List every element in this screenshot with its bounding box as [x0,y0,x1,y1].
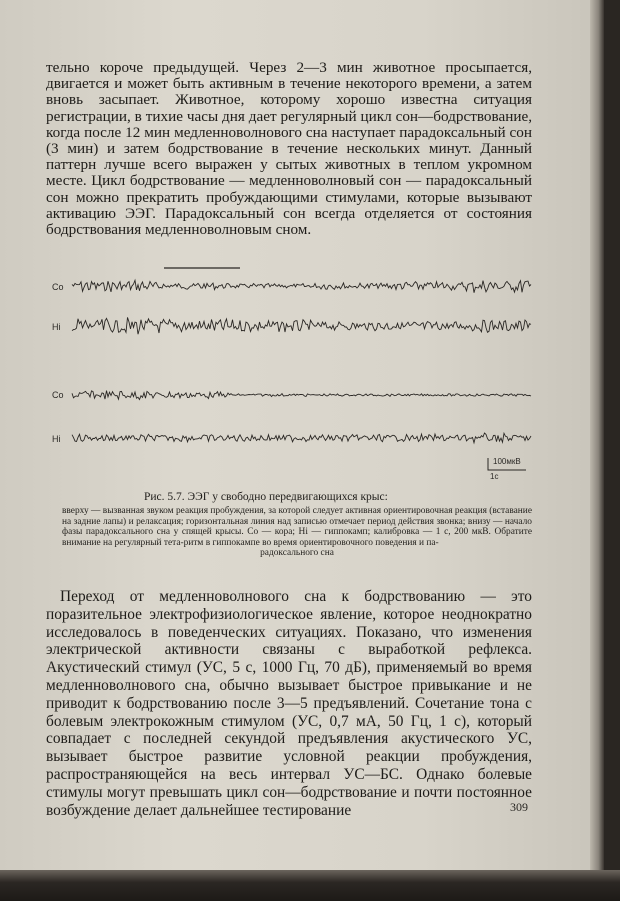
page-number: 309 [510,800,528,814]
figure-caption-text: вверху — вызванная звуком реакция пробуждения, за которой следует активная ориентировочная реакция (вставание на задние лапы) и релаксация; горизонтальная линия над записью отмечает период действия звонка; внизу — начало фазы парадоксального сна у спящей крысы. Co — кора; Hi — гиппокамп; калибровка — 1 с, 200 мкВ. Обратите внимание на регулярный тета-ритм в гиппокампе во время ориентировочного поведения и па- [62,506,532,548]
paragraph-bottom [46,588,532,819]
figure-caption-last-line: радоксального сна [260,548,334,559]
page-edge [590,0,604,880]
trace-label-hippocampus-1: Hi [52,322,61,332]
eeg-figure [46,258,546,488]
paragraph-top: тельно короче предыдущей. Через 2—3 мин животное просыпается, двигается и может быть активным в течение некоторого времени, а затем вновь засыпает. Животное, которому хорошо известна ситуация регистрации, в тихие часы дня дает регулярный цикл сон—бодрствование, когда после 12 мин медленноволнового сна наступает парадоксальный сон (3 мин) и затем бодрствование в течение нескольких минут. Данный паттерн лучше всего выражен у сытых животных в теплом укромном месте. Цикл бодрствование — медленноволновый сон — парадоксальный сон можно прекратить пробуждающими стимулами, которые вызывают активацию ЭЭГ. Парадоксальный сон всегда отделяется от состояния бодрствования медленноволновым сном. [46,59,532,239]
trace-label-hippocampus-2: Hi [52,434,61,444]
trace-label-cortex-2: Co [52,390,64,400]
eeg-trace-hippocampus-2 [72,433,531,443]
eeg-trace-hippocampus-1 [72,317,531,334]
trace-label-cortex-1: Co [52,282,64,292]
paragraph-bottom-text: Переход от медленноволнового сна к бодрствованию — это поразительное электрофизиологическое явление, которое неоднократно исследовалось в поведенческих ситуациях. Показано, что изменения электрической активности связаны с выработкой рефлекса. Акустический стимул (УС, 5 с, 1000 Гц, 70 дБ), применяемый во время медленноволнового сна, обычно вызывает быстрое привыкание и не приводит к бодрствованию после 3—5 предъявлений. Сочетание тона с болевым электрокожным стимулом (УС, 0,7 мА, 50 Гц, 1 с), который совпадает с последней секундой предъявления акустического УС, вызывает быстрое развитие условной реакции пробуждения, распространяющейся на весь интервал УС—БС. Однако болевые стимулы могут превышать цикл сон—бодрствование и почти постоянное возбуждение делает дальнейшее тестирование [46,588,532,819]
eeg-trace-cortex-1 [72,280,531,292]
eeg-traces-svg [46,258,546,488]
book-shadow [0,870,620,901]
scale-time-label: 1с [490,472,499,481]
scale-amplitude-label: 100мкВ [493,457,521,466]
figure-caption-body [62,506,532,559]
figure-caption-title: Рис. 5.7. ЭЭГ у свободно передвигающихся крыс: [144,491,388,503]
eeg-trace-cortex-2 [72,391,531,400]
